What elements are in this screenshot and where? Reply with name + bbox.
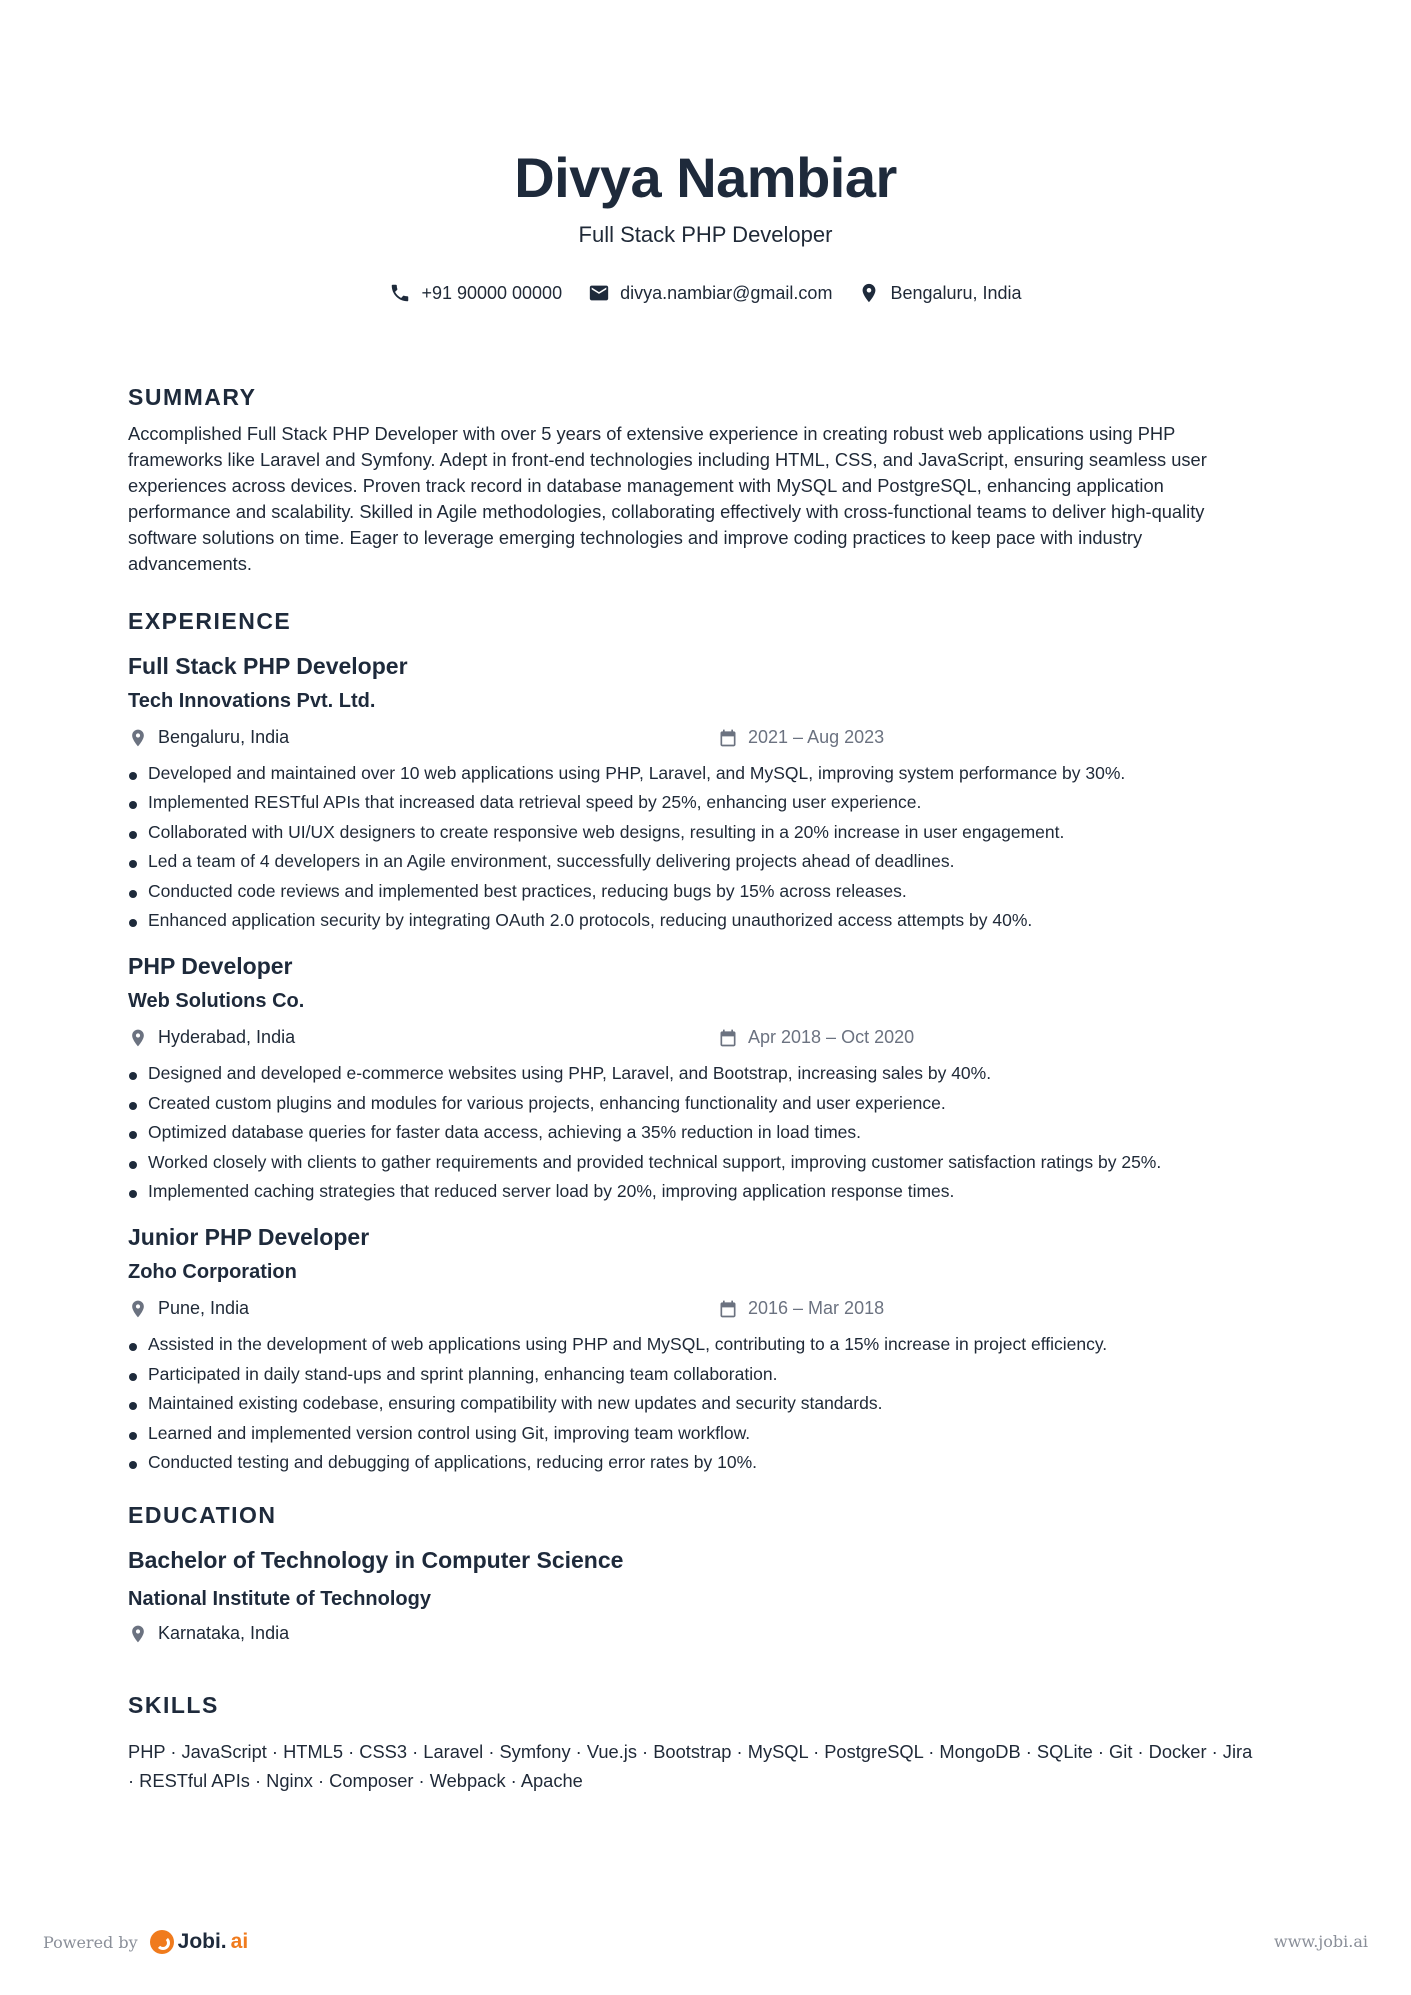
logo-mark-icon xyxy=(150,1930,174,1954)
job-title: Full Stack PHP Developer xyxy=(128,653,408,679)
job-location-text: Pune, India xyxy=(158,1298,250,1319)
powered-by xyxy=(43,1930,248,1954)
list-item: Enhanced application security by integrating OAuth 2.0 protocols, reducing unauthorized access attempts by 40%. xyxy=(128,906,1258,935)
email-text: divya.nambiar@gmail.com xyxy=(620,282,833,303)
list-item: Optimized database queries for faster data access, achieving a 35% reduction in load times. xyxy=(128,1118,1258,1147)
education-section xyxy=(128,1502,1258,1644)
contact-row xyxy=(0,282,1411,304)
job-entry xyxy=(128,1224,1258,1477)
job-location xyxy=(128,1298,249,1319)
company-name: Web Solutions Co. xyxy=(128,990,305,1013)
list-item: Assisted in the development of web applications using PHP and MySQL, contributing to a 15% increase in project efficiency. xyxy=(128,1330,1258,1359)
contact-email[interactable] xyxy=(588,282,832,304)
list-item: Created custom plugins and modules for various projects, enhancing functionality and user experience. xyxy=(128,1089,1258,1118)
summary-text: Accomplished Full Stack PHP Developer with over 5 years of extensive experience in creating robust web applications using PHP frameworks like Laravel and Symfony. Adept in front-end technologies including HTML, CSS, and JavaScript, ensuring seamless user experiences across devices. Proven track record in database management with MySQL and PostgreSQL, enhancing application performance and scalability. Skilled in Agile methodologies, collaborating effectively with cross-functional teams to deliver high-quality software solutions on time. Eager to leverage emerging technologies and improve coding practices to keep pace with industry advancements. xyxy=(128,423,1207,574)
job-entry xyxy=(128,653,1258,935)
brand-accent: ai xyxy=(230,1930,249,1953)
job-bullets xyxy=(128,1059,1258,1206)
job-title: PHP Developer xyxy=(128,953,293,980)
location-text: Bengaluru, India xyxy=(890,282,1022,303)
skills-section xyxy=(128,1692,1258,1795)
list-item: Worked closely with clients to gather requirements and provided technical support, improving customer satisfaction ratings by 25%. xyxy=(128,1148,1258,1177)
job-meta xyxy=(128,1027,1258,1053)
job-location-text: Bengaluru, India xyxy=(158,727,290,747)
candidate-role: Full Stack PHP Developer xyxy=(578,222,833,247)
powered-by-text: Powered by xyxy=(43,1932,138,1952)
candidate-name: Divya Nambiar xyxy=(514,146,897,209)
degree-title: Bachelor of Technology in Computer Science xyxy=(128,1547,624,1573)
job-dates-text: Apr 2018 – Oct 2020 xyxy=(748,1027,915,1048)
list-item: Designed and developed e-commerce websites using PHP, Laravel, and Bootstrap, increasing sales by 40%. xyxy=(128,1059,1258,1088)
experience-heading: EXPERIENCE xyxy=(128,608,292,634)
job-location-text: Hyderabad, India xyxy=(158,1027,296,1048)
school-name: National Institute of Technology xyxy=(128,1588,431,1610)
job-bullets xyxy=(128,1330,1258,1477)
skills-text: PHP · JavaScript · HTML5 · CSS3 · Laravel · Symfony · Vue.js · Bootstrap · MySQL · PostgreSQL · MongoDB · SQLite · Git · Docker · Jira · RESTful APIs · Nginx · Composer · Webpack · Apache xyxy=(128,1741,1253,1791)
job-meta xyxy=(128,1298,1258,1324)
company-name: Tech Innovations Pvt. Ltd. xyxy=(128,690,376,712)
job-dates xyxy=(718,727,884,748)
summary-heading: SUMMARY xyxy=(128,384,257,410)
mail-icon xyxy=(588,282,610,304)
list-item: Implemented caching strategies that reduced server load by 20%, improving application response times. xyxy=(128,1177,1258,1206)
job-bullets xyxy=(128,759,1258,935)
resume-header xyxy=(0,146,1411,304)
education-heading: EDUCATION xyxy=(128,1502,277,1528)
company-name: Zoho Corporation xyxy=(128,1261,297,1284)
map-pin-icon xyxy=(128,1624,148,1644)
brand-main: Jobi. xyxy=(177,1930,227,1953)
brand-logo[interactable] xyxy=(150,1930,249,1954)
job-dates-text: 2021 – Aug 2023 xyxy=(748,727,885,747)
summary-section xyxy=(128,384,1258,577)
job-location xyxy=(128,1027,295,1048)
list-item: Collaborated with UI/UX designers to create responsive web designs, resulting in a 20% increase in user engagement. xyxy=(128,818,1258,847)
map-pin-icon xyxy=(128,728,148,748)
contact-location xyxy=(858,282,1021,304)
job-location xyxy=(128,727,289,748)
website-link[interactable]: www.jobi.ai xyxy=(1274,1932,1368,1951)
list-item: Conducted code reviews and implemented best practices, reducing bugs by 15% across releases. xyxy=(128,877,1258,906)
list-item: Led a team of 4 developers in an Agile environment, successfully delivering projects ahead of deadlines. xyxy=(128,847,1258,876)
list-item: Developed and maintained over 10 web applications using PHP, Laravel, and MySQL, improving system performance by 30%. xyxy=(128,759,1258,788)
calendar-icon xyxy=(718,728,738,748)
list-item: Maintained existing codebase, ensuring compatibility with new updates and security standards. xyxy=(128,1389,1258,1418)
job-dates xyxy=(718,1298,884,1319)
phone-icon xyxy=(389,282,411,304)
skills-heading: SKILLS xyxy=(128,1692,219,1718)
phone-text: +91 90000 00000 xyxy=(421,282,563,303)
job-dates-text: 2016 – Mar 2018 xyxy=(748,1298,885,1319)
job-title: Junior PHP Developer xyxy=(128,1224,370,1251)
job-dates xyxy=(718,1027,914,1048)
list-item: Participated in daily stand-ups and sprint planning, enhancing team collaboration. xyxy=(128,1360,1258,1389)
list-item: Conducted testing and debugging of applications, reducing error rates by 10%. xyxy=(128,1448,1258,1477)
contact-phone[interactable] xyxy=(389,282,562,304)
map-pin-icon xyxy=(128,1299,148,1319)
list-item: Implemented RESTful APIs that increased data retrieval speed by 25%, enhancing user experience. xyxy=(128,788,1258,817)
school-location xyxy=(128,1623,1258,1644)
calendar-icon xyxy=(718,1299,738,1319)
calendar-icon xyxy=(718,1028,738,1048)
map-pin-icon xyxy=(128,1028,148,1048)
map-pin-icon xyxy=(858,282,880,304)
experience-section xyxy=(128,608,1258,1478)
list-item: Learned and implemented version control using Git, improving team workflow. xyxy=(128,1419,1258,1448)
school-location-text: Karnataka, India xyxy=(158,1623,290,1643)
job-meta xyxy=(128,727,1258,753)
job-entry xyxy=(128,953,1258,1206)
